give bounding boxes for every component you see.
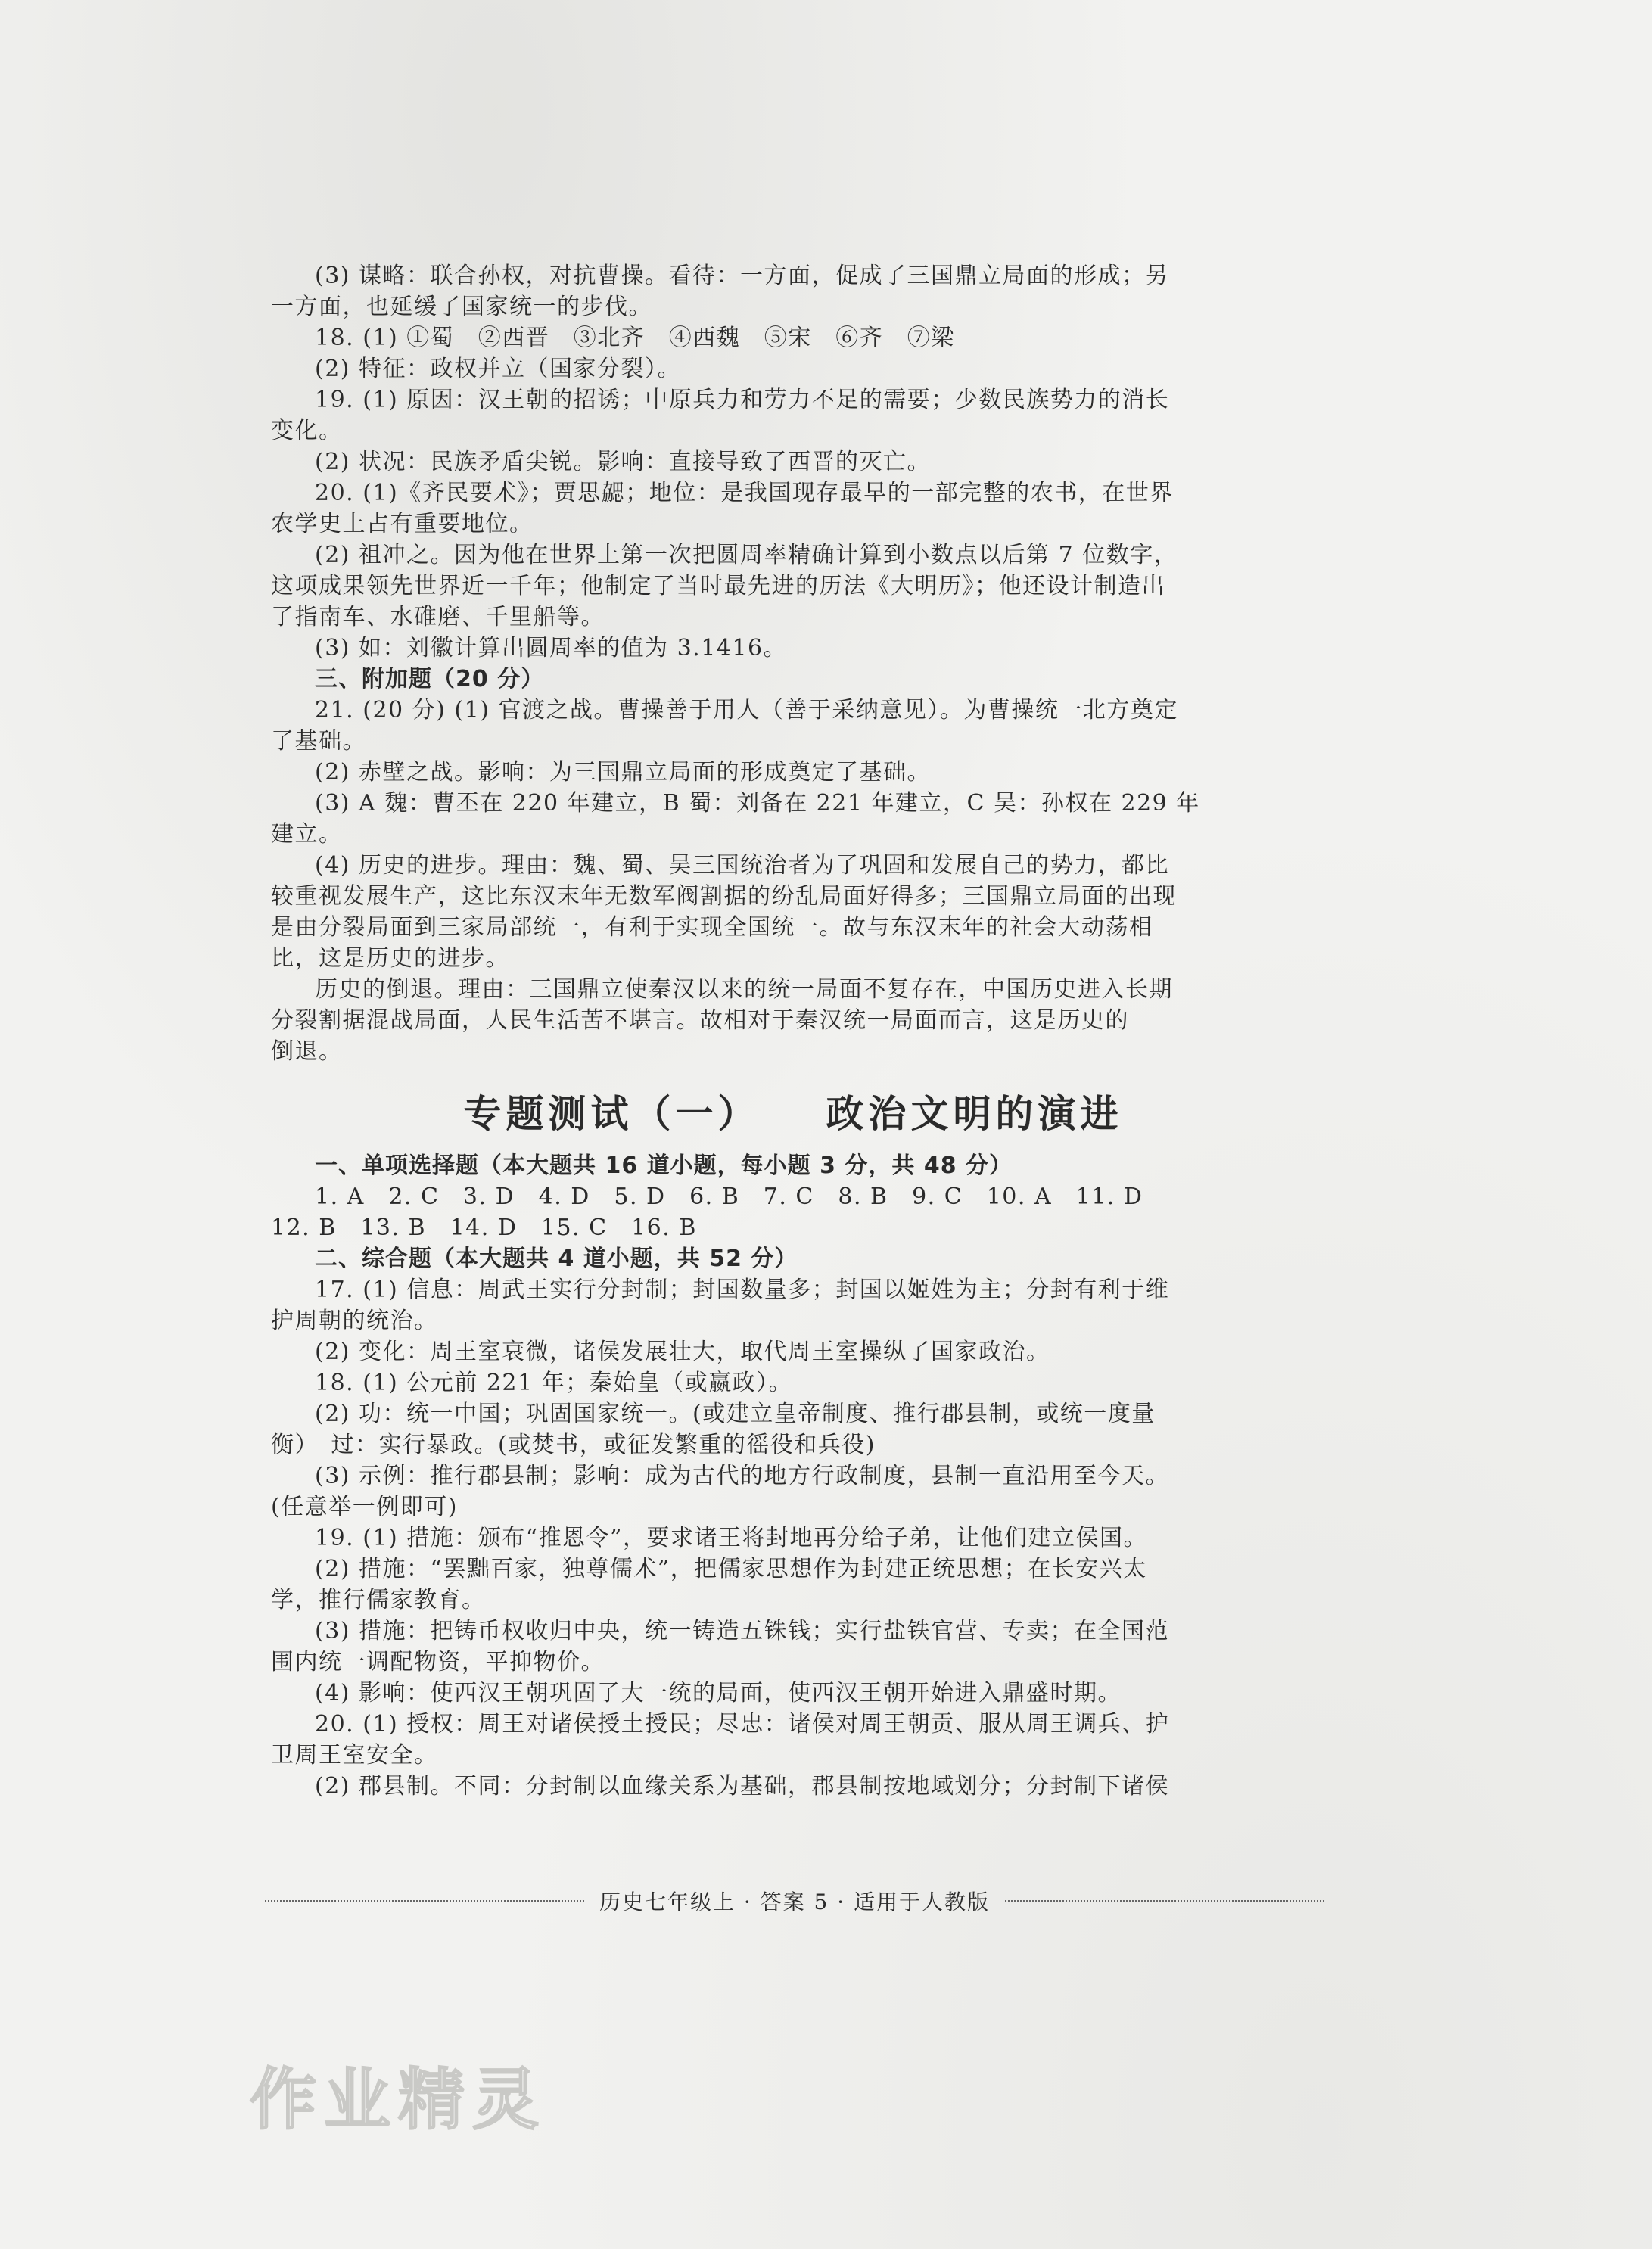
answer-line: (2) 状况：民族矛盾尖锐。影响：直接导致了西晋的灭亡。 xyxy=(315,449,932,475)
answer-line: 二、综合题（本大题共 4 道小题，共 52 分） xyxy=(315,1246,798,1272)
answer-line: 围内统一调配物资，平抑物价。 xyxy=(271,1649,605,1675)
answer-line: 了指南车、水碓磨、千里船等。 xyxy=(271,604,605,630)
answer-line: 三、附加题（20 分） xyxy=(315,666,545,692)
section-heading xyxy=(271,1067,1315,1150)
answer-line: (3) 谋略：联合孙权，对抗曹操。看待：一方面，促成了三国鼎立局面的形成；另 xyxy=(315,263,1170,289)
answer-line: 17. (1) 信息：周武王实行分封制；封国数量多；封国以姬姓为主；分封有利于维 xyxy=(315,1277,1170,1303)
answer-line: 倒退。 xyxy=(271,1038,343,1065)
footer-left-rule xyxy=(265,1900,584,1902)
answer-line: 一、单项选择题（本大题共 16 道小题，每小题 3 分，共 48 分） xyxy=(315,1152,1013,1179)
answer-line: (3) 如：刘徽计算出圆周率的值为 3.1416。 xyxy=(315,635,788,661)
answer-line: (2) 功：统一中国；巩固国家统一。(或建立皇帝制度、推行郡县制，或统一度量 xyxy=(315,1401,1156,1427)
answer-line: (2) 郡县制。不同：分封制以血缘关系为基础，郡县制按地域划分；分封制下诸侯 xyxy=(315,1773,1170,1800)
answer-line: (2) 特征：政权并立（国家分裂）。 xyxy=(315,356,682,382)
footer-text: 历史七年级上 · 答案 5 · 适用于人教版 xyxy=(599,1890,991,1915)
answer-line: (4) 历史的进步。理由：魏、蜀、吴三国统治者为了巩固和发展自己的势力，都比 xyxy=(315,852,1170,879)
answer-line: 1. A 2. C 3. D 4. D 5. D 6. B 7. C 8. B 9. C 10. A 11. D xyxy=(315,1184,1143,1210)
answer-line: 卫周王室安全。 xyxy=(271,1742,438,1768)
answer-line: 12. B 13. B 14. D 15. C 16. B xyxy=(271,1215,697,1241)
answer-line: 比，这是历史的进步。 xyxy=(271,945,509,972)
answer-line: 20. (1)《齐民要术》；贾思勰；地位：是我国现存最早的一部完整的农书，在世界 xyxy=(315,480,1174,506)
answer-line: 历史的倒退。理由：三国鼎立使秦汉以来的统一局面不复存在，中国历史进入长期 xyxy=(315,976,1173,1003)
section-title: 专题测试（一） 政治文明的演进 xyxy=(463,1092,1123,1136)
answer-line: 学，推行儒家教育。 xyxy=(271,1587,486,1613)
answer-line: (2) 赤壁之战。影响：为三国鼎立局面的形成奠定了基础。 xyxy=(315,759,932,785)
answer-line: (3) 措施：把铸币权收归中央，统一铸造五铢钱；实行盐铁官营、专卖；在全国范 xyxy=(315,1618,1170,1644)
answer-line: (2) 祖冲之。因为他在世界上第一次把圆周率精确计算到小数点以后第 7 位数字， xyxy=(315,542,1178,568)
answer-line: (3) 示例：推行郡县制；影响：成为古代的地方行政制度，县制一直沿用至今天。 xyxy=(315,1463,1170,1489)
answer-line: 了基础。 xyxy=(271,728,366,754)
answer-line: 较重视发展生产，这比东汉末年无数军阀割据的纷乱局面好得多；三国鼎立局面的出现 xyxy=(271,883,1177,910)
answer-line: 护周朝的统治。 xyxy=(271,1308,438,1334)
answer-line: 这项成果领先世界近一千年；他制定了当时最先进的历法《大明历》；他还设计制造出 xyxy=(271,573,1165,599)
answer-line: 是由分裂局面到三家局部统一，有利于实现全国统一。故与东汉末年的社会大动荡相 xyxy=(271,914,1153,941)
answer-line: 21. (20 分) (1) 官渡之战。曹操善于用人（善于采纳意见）。为曹操统一北方奠定 xyxy=(315,697,1178,723)
answer-block-bottom xyxy=(271,1150,1315,1802)
watermark-logo: 作业精灵 xyxy=(250,2061,547,2139)
answer-line: (4) 影响：使西汉王朝巩固了大一统的局面，使西汉王朝开始进入鼎盛时期。 xyxy=(315,1680,1122,1706)
answer-line: 19. (1) 原因：汉王朝的招诱；中原兵力和劳力不足的需要；少数民族势力的消长 xyxy=(315,387,1170,413)
answer-line: (3) A 魏：曹丕在 220 年建立，B 蜀：刘备在 221 年建立，C 吴：孙权在 229 年 xyxy=(315,790,1200,817)
answer-line: 一方面，也延缓了国家统一的步伐。 xyxy=(271,294,652,320)
answer-block-top xyxy=(271,260,1315,1067)
answer-line: (2) 变化：周王室衰微，诸侯发展壮大，取代周王室操纵了国家政治。 xyxy=(315,1339,1050,1365)
answer-line: 18. (1) 公元前 221 年；秦始皇（或嬴政）。 xyxy=(315,1370,793,1396)
page-footer xyxy=(265,1886,1324,1916)
answer-line: 衡） 过：实行暴政。(或焚书，或征发繁重的徭役和兵役) xyxy=(271,1432,876,1458)
answer-line: (任意举一例即可) xyxy=(271,1494,458,1520)
answer-line: 20. (1) 授权：周王对诸侯授土授民；尽忠：诸侯对周王朝贡、服从周王调兵、护 xyxy=(315,1711,1170,1737)
answer-line: 18. (1) ①蜀 ②西晋 ③北齐 ④西魏 ⑤宋 ⑥齐 ⑦梁 xyxy=(315,325,955,351)
answer-line: 分裂割据混战局面，人民生活苦不堪言。故相对于秦汉统一局面而言，这是历史的 xyxy=(271,1007,1129,1034)
answer-line: 农学史上占有重要地位。 xyxy=(271,511,534,537)
answer-line: 变化。 xyxy=(271,418,343,444)
answer-line: (2) 措施：“罢黜百家，独尊儒术”，把儒家思想作为封建正统思想；在长安兴太 xyxy=(315,1556,1147,1582)
answer-line: 19. (1) 措施：颁布“推恩令”，要求诸王将封地再分给子弟，让他们建立侯国。 xyxy=(315,1525,1147,1551)
footer-right-rule xyxy=(1005,1900,1324,1902)
answer-line: 建立。 xyxy=(271,821,343,848)
answer-content xyxy=(271,260,1315,1802)
